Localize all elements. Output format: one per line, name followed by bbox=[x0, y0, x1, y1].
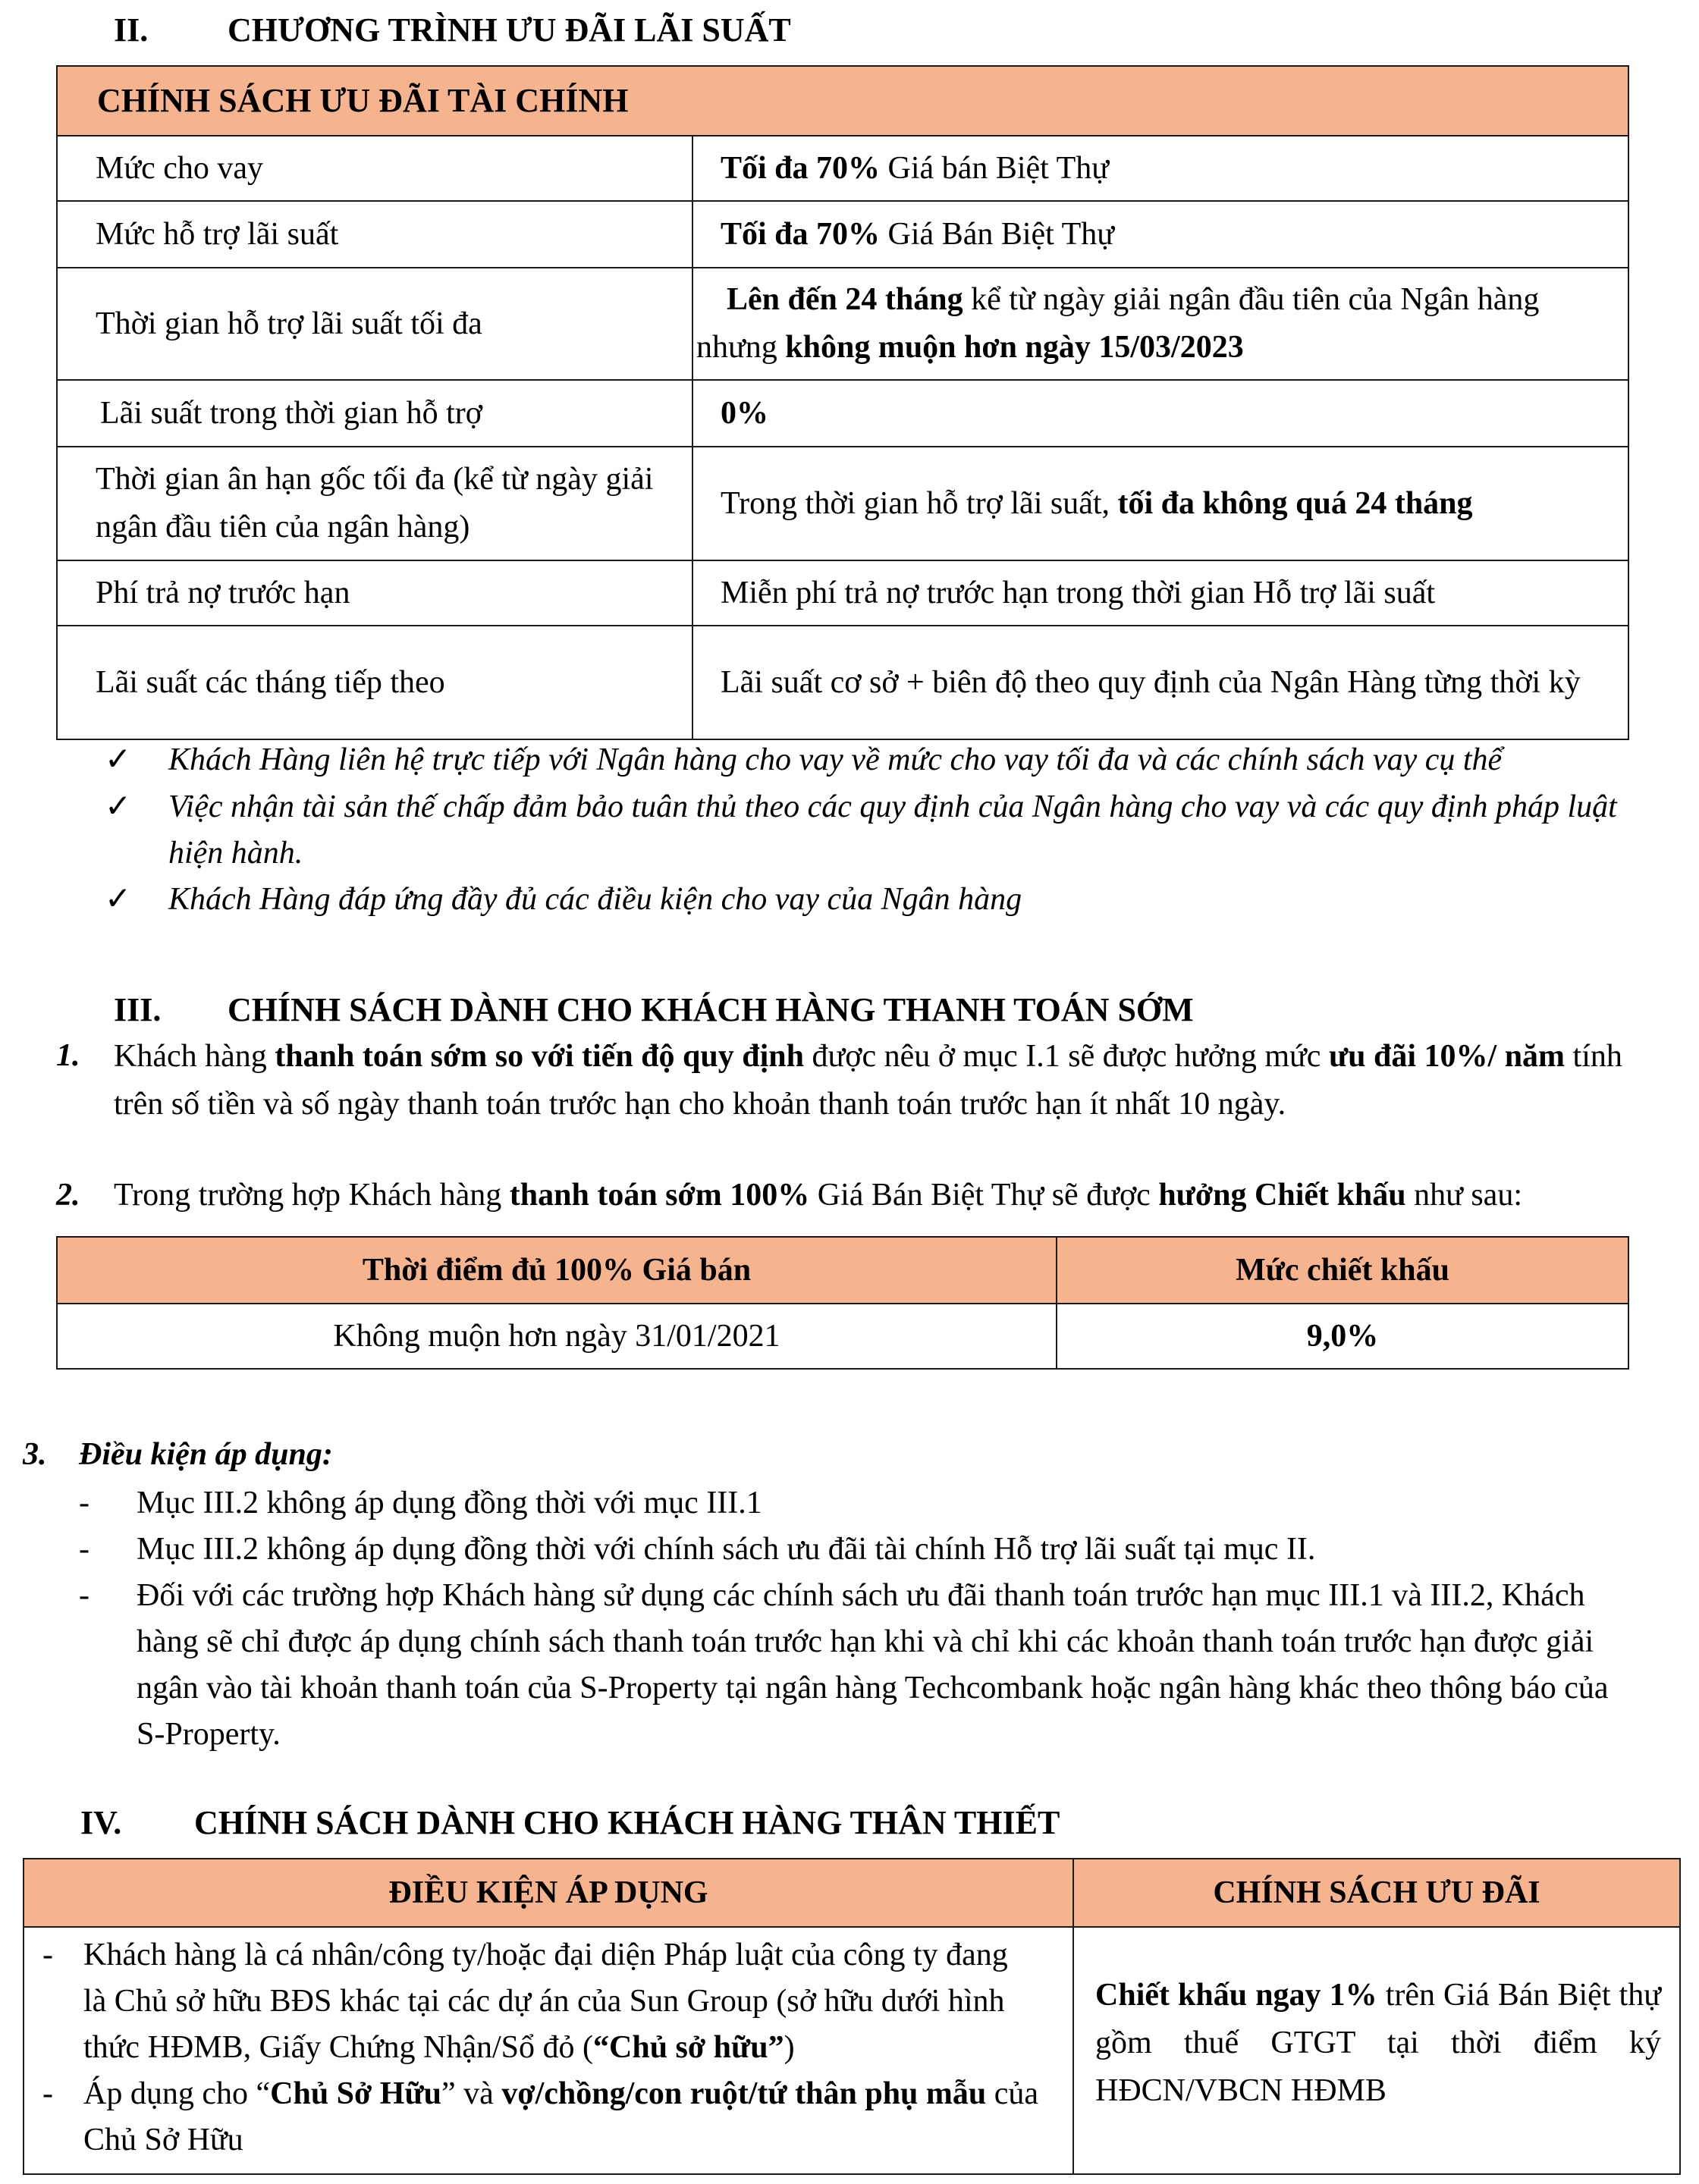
check-icon: ✓ bbox=[105, 882, 132, 917]
row-value-bold: Tối đa 70% bbox=[721, 150, 881, 186]
item-bold: ưu đãi 10%/ năm bbox=[1328, 1039, 1566, 1074]
table-row bbox=[57, 268, 1628, 380]
item-text: Giá Bán Biệt Thự sẽ được bbox=[809, 1178, 1159, 1213]
row-value-text: Giá bán Biệt Thự bbox=[880, 150, 1109, 186]
row-value-text: Lãi suất cơ sở + biên độ theo quy định của Ngân Hàng từng thời kỳ bbox=[721, 664, 1581, 700]
condition-text: Khách hàng là cá nhân/công ty/hoặc đại diện Pháp luật của công ty đang là Chủ sở hữu BĐS khác tại các dự án của Sun Group (sở hữu dưới hình thức HĐMB, Giấy Chứng Nhận/Sổ đỏ ( bbox=[83, 1938, 1008, 2065]
row-value-bold: tối đa không quá 24 tháng bbox=[1117, 485, 1473, 521]
section-3-title: CHÍNH SÁCH DÀNH CHO KHÁCH HÀNG THANH TOÁN SỚM bbox=[228, 991, 1194, 1028]
table-row bbox=[57, 380, 1628, 447]
row-value-text: Trong thời gian hỗ trợ lãi suất, bbox=[721, 485, 1118, 521]
finance-table-header: CHÍNH SÁCH ƯU ĐÃI TÀI CHÍNH bbox=[57, 66, 1628, 136]
table-row bbox=[57, 447, 1628, 560]
item-text: được nêu ở mục I.1 sẽ được hưởng mức bbox=[804, 1039, 1329, 1074]
item-text: Khách hàng bbox=[114, 1039, 275, 1074]
item-text: tính trên số tiền và số ngày thanh toán trước hạn cho khoản thanh toán trước hạn ít nhất 10 ngày. bbox=[114, 1039, 1622, 1122]
section-3-number: III. bbox=[114, 991, 162, 1028]
table-row bbox=[24, 1927, 1680, 2174]
table-row bbox=[57, 201, 1628, 268]
table-row bbox=[57, 136, 1628, 201]
item-number: 1. bbox=[56, 1038, 80, 1073]
note-text: Việc nhận tài sản thế chấp đảm bảo tuân thủ theo các quy định của Ngân hàng cho vay và các quy định pháp luật hiện hành. bbox=[168, 789, 1617, 871]
row-value-text: kể từ ngày giải ngân đầu tiên của Ngân hàng nhưng bbox=[696, 282, 1540, 365]
section-2-number: II. bbox=[114, 11, 149, 49]
list-item bbox=[0, 1573, 1699, 1758]
row-value-text: Giá Bán Biệt Thự bbox=[880, 216, 1114, 252]
section-4-number: IV. bbox=[80, 1804, 122, 1841]
dash-bullet: - bbox=[79, 1532, 90, 1567]
row-label: Phí trả nợ trước hạn bbox=[57, 560, 692, 626]
item-bold: thanh toán sớm 100% bbox=[509, 1178, 810, 1213]
row-label: Thời gian ân hạn gốc tối đa (kể từ ngày giải ngân đầu tiên của ngân hàng) bbox=[57, 447, 692, 560]
section-4-title: CHÍNH SÁCH DÀNH CHO KHÁCH HÀNG THÂN THIẾT bbox=[194, 1804, 1060, 1841]
list-item bbox=[0, 784, 1699, 877]
row-label: Lãi suất các tháng tiếp theo bbox=[57, 626, 692, 739]
condition-text: của Chủ Sở Hữu bbox=[83, 2076, 1039, 2157]
item-text: như sau: bbox=[1405, 1178, 1522, 1213]
item-text: Trong trường hợp Khách hàng bbox=[114, 1178, 510, 1213]
loyal-col-conditions: ĐIỀU KIỆN ÁP DỤNG bbox=[24, 1859, 1073, 1927]
discount-time-cell: Không muộn hơn ngày 31/01/2021 bbox=[57, 1304, 1057, 1369]
note-text: Khách Hàng liên hệ trực tiếp với Ngân hàng cho vay về mức cho vay tối đa và các chính sách vay cụ thể bbox=[168, 742, 1503, 777]
condition-bold: vợ/chồng/con ruột/tứ thân phụ mẫu bbox=[501, 2076, 987, 2111]
table-row bbox=[57, 1304, 1628, 1369]
note-text: Khách Hàng đáp ứng đầy đủ các điều kiện cho vay của Ngân hàng bbox=[168, 882, 1022, 917]
row-label: Thời gian hỗ trợ lãi suất tối đa bbox=[57, 268, 692, 380]
section-3-heading bbox=[114, 986, 1194, 1034]
condition-bold: Chủ Sở Hữu bbox=[270, 2076, 442, 2111]
check-icon: ✓ bbox=[105, 742, 132, 777]
loyal-policy-cell bbox=[1073, 1927, 1680, 2174]
item-number: 3. bbox=[23, 1437, 47, 1472]
row-value-text: Miễn phí trả nợ trước hạn trong thời gian Hỗ trợ lãi suất bbox=[721, 575, 1436, 610]
item-bold: thanh toán sớm so với tiến độ quy định bbox=[275, 1039, 805, 1074]
list-item bbox=[0, 1480, 1699, 1527]
dash-bullet: - bbox=[42, 2076, 53, 2111]
condition-text: ) bbox=[784, 2029, 795, 2065]
dash-bullet: - bbox=[79, 1578, 90, 1613]
row-value-bold: Lên đến 24 tháng bbox=[727, 282, 963, 317]
list-item bbox=[0, 877, 1699, 924]
loan-notes bbox=[0, 737, 1699, 924]
item-number: 2. bbox=[56, 1178, 80, 1213]
conditions-list bbox=[0, 1480, 1699, 1758]
section-2-heading bbox=[114, 6, 791, 55]
conditions-title: Điều kiện áp dụng: bbox=[79, 1437, 333, 1472]
condition-text: Áp dụng cho “ bbox=[83, 2076, 271, 2111]
loyal-conditions-cell bbox=[24, 1927, 1073, 2174]
table-row bbox=[57, 626, 1628, 739]
check-icon: ✓ bbox=[105, 789, 132, 824]
dash-bullet: - bbox=[42, 1938, 53, 1972]
policy-bold: Chiết khấu ngay 1% bbox=[1095, 1977, 1377, 2013]
row-label: Mức hỗ trợ lãi suất bbox=[57, 201, 692, 268]
policy-text: trên Giá Bán Biệt thự gồm thuế GTGT tại thời điểm ký HĐCN/VBCN HĐMB bbox=[1095, 1977, 1661, 2108]
item-bold: hưởng Chiết khấu bbox=[1158, 1178, 1406, 1213]
list-item bbox=[0, 1527, 1699, 1573]
row-label: Mức cho vay bbox=[57, 136, 692, 201]
row-value-bold: Tối đa 70% bbox=[721, 216, 881, 252]
discount-table bbox=[56, 1236, 1629, 1370]
condition-text: Mục III.2 không áp dụng đồng thời với mục III.1 bbox=[137, 1486, 762, 1520]
list-item bbox=[0, 737, 1699, 784]
condition-bold: “Chủ sở hữu” bbox=[593, 2029, 784, 2065]
loyal-customer-table bbox=[23, 1858, 1681, 2175]
row-value-bold-2: không muộn hơn ngày 15/03/2023 bbox=[785, 330, 1244, 365]
row-label: Lãi suất trong thời gian hỗ trợ bbox=[57, 380, 692, 447]
condition-text: Đối với các trường hợp Khách hàng sử dụng các chính sách ưu đãi thanh toán trước hạn mục III.1 và III.2, Khách hàng sẽ chỉ được áp dụng chính sách thanh toán trước hạn khi và chỉ khi các khoản thanh toán trước hạn được giải ngân vào tài khoản thanh toán của S-Property tại ngân hàng Techcombank hoặc ngân hàng khác theo thông báo của S-Property. bbox=[137, 1578, 1609, 1752]
section-4-heading bbox=[80, 1799, 1060, 1847]
dash-bullet: - bbox=[79, 1486, 90, 1520]
row-value-bold: 0% bbox=[721, 395, 768, 431]
discount-col-rate: Mức chiết khấu bbox=[1057, 1237, 1628, 1304]
discount-col-time: Thời điểm đủ 100% Giá bán bbox=[57, 1237, 1057, 1304]
section-2-title: CHƯƠNG TRÌNH ƯU ĐÃI LÃI SUẤT bbox=[228, 11, 791, 49]
loyal-col-policy: CHÍNH SÁCH ƯU ĐÃI bbox=[1073, 1859, 1680, 1927]
discount-rate-cell: 9,0% bbox=[1057, 1304, 1628, 1369]
condition-text: Mục III.2 không áp dụng đồng thời với chính sách ưu đãi tài chính Hỗ trợ lãi suất tại mục II. bbox=[137, 1532, 1316, 1567]
condition-text: ” và bbox=[441, 2076, 502, 2111]
table-row bbox=[57, 560, 1628, 626]
finance-policy-table bbox=[56, 65, 1629, 740]
